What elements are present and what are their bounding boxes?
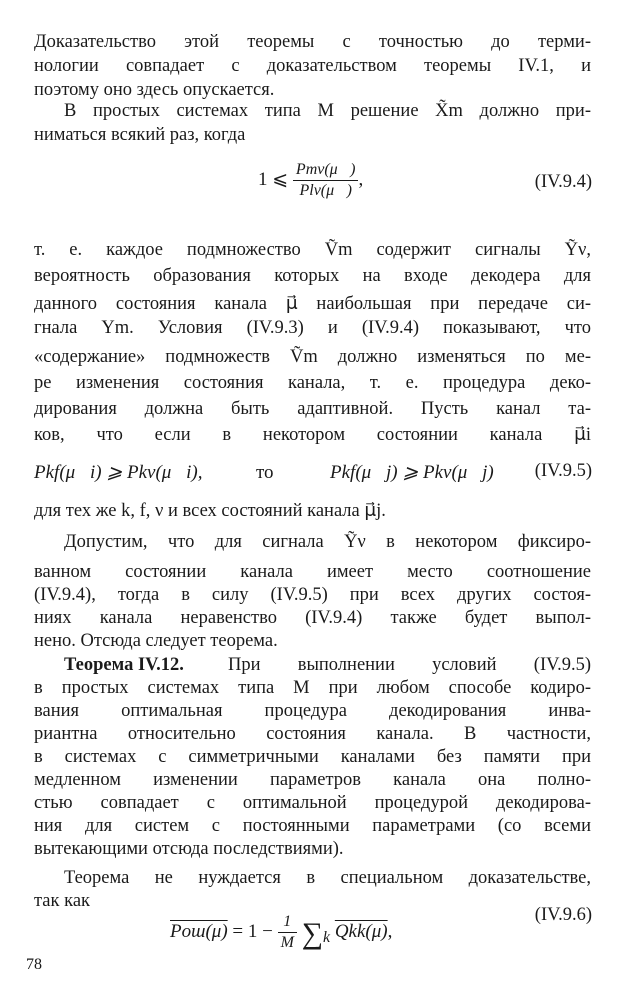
text-line: В простых системах типа M решение X̃m должно при- <box>64 101 591 121</box>
text-line: нено. Отсюда следует теорема. <box>34 631 278 651</box>
text-line: в системах с симметричными каналами без памяти при <box>34 747 591 767</box>
eq3-trail: , <box>387 920 393 942</box>
text-line: Доказательство этой теоремы с точностью до терми- <box>34 32 591 52</box>
text-line: так как <box>34 891 91 911</box>
text-line: ниматься всякий раз, когда <box>34 125 246 145</box>
equation-number: (IV.9.5) <box>534 461 592 481</box>
text-line: т. е. каждое подмножество Ṽm содержит сигналы Ỹν, <box>34 240 591 260</box>
eq2-left: Pkf(μ⃗i) ⩾ Pkν(μ⃗i), <box>34 462 203 483</box>
eq2-middle: то <box>256 462 274 483</box>
text-line: вания оптимальная процедура декодирования инва- <box>34 701 591 721</box>
eq1-trail: , <box>358 168 364 190</box>
text-line: гнала Ym. Условия (IV.9.3) и (IV.9.4) показывают, что <box>34 318 591 338</box>
text-line: Допустим, что для сигнала Ỹν в некотором фиксиро- <box>64 532 591 552</box>
eq3-lhs: Pош(μ) <box>170 920 228 942</box>
text-line: для тех же k, f, ν и всех состояний канала μ⃗j. <box>34 501 386 521</box>
eq2-right: Pkf(μ⃗j) ⩾ Pkν(μ⃗j) <box>330 462 494 483</box>
eq3-term: Qkk(μ) <box>334 920 388 942</box>
sum-symbol: $\sum_k$ <box>301 916 331 950</box>
eq1-numerator: Pmν(μ⃗) <box>293 160 359 181</box>
text-line: вероятность образования которых на входе декодера для <box>34 266 591 286</box>
eq3-fraction <box>278 912 297 953</box>
eq3-eq: = 1 − <box>232 920 273 942</box>
equation-iv-9-4 <box>258 160 363 201</box>
text-line: При выполнении условий (IV.9.5) <box>228 655 591 675</box>
text-line: нологии совпадает с доказательством теоремы IV.1, и <box>34 56 591 76</box>
text-line: медленном изменении параметров канала она полно- <box>34 770 591 790</box>
text-line: ре изменения состояния канала, т. е. процедура деко- <box>34 373 591 393</box>
equation-number: (IV.9.6) <box>534 905 592 925</box>
eq3-frac-den: M <box>280 934 294 951</box>
text-line: ния для систем с постоянными параметрами (со всеми <box>34 816 591 836</box>
text-line: стью совпадает с оптимальной процедурой декодирова- <box>34 793 591 813</box>
text-line: «содержание» подмножеств Ṽm должно изменяться по ме- <box>34 347 591 367</box>
eq3-frac-num: 1 <box>278 912 297 933</box>
text-line: ванном состоянии канала имеет место соотношение <box>34 562 591 582</box>
text-line: ков, что если в некотором состоянии канала μ⃗i <box>34 425 591 445</box>
text-line: (IV.9.4), тогда в силу (IV.9.5) при всех других состоя- <box>34 585 591 605</box>
text-line: вытекающими отсюда последствиями). <box>34 839 344 859</box>
text-line: риантна относительно состояния канала. В частности, <box>34 724 591 744</box>
text-line: в простых системах типа M при любом способе кодиро- <box>34 678 591 698</box>
eq1-fraction <box>293 160 359 201</box>
text-line: ниях канала неравенство (IV.9.4) также будет выпол- <box>34 608 591 628</box>
equation-number: (IV.9.4) <box>534 172 592 192</box>
text-line: поэтому оно здесь опускается. <box>34 80 275 100</box>
theorem-title: Теорема IV.12. <box>64 655 184 675</box>
page-number: 78 <box>26 956 42 973</box>
text-line: дирования должна быть адаптивной. Пусть канал та- <box>34 399 591 419</box>
eq1-denominator: Plν(μ⃗) <box>299 182 352 199</box>
text-line: Теорема не нуждается в специальном доказательстве, <box>64 868 591 888</box>
equation-iv-9-6 <box>170 912 392 953</box>
eq3-sum-index: k <box>323 928 331 946</box>
text-line: данного состояния канала μ⃗ наибольшая при передаче си- <box>34 294 591 314</box>
eq1-lhs: 1 ⩽ <box>258 168 289 190</box>
